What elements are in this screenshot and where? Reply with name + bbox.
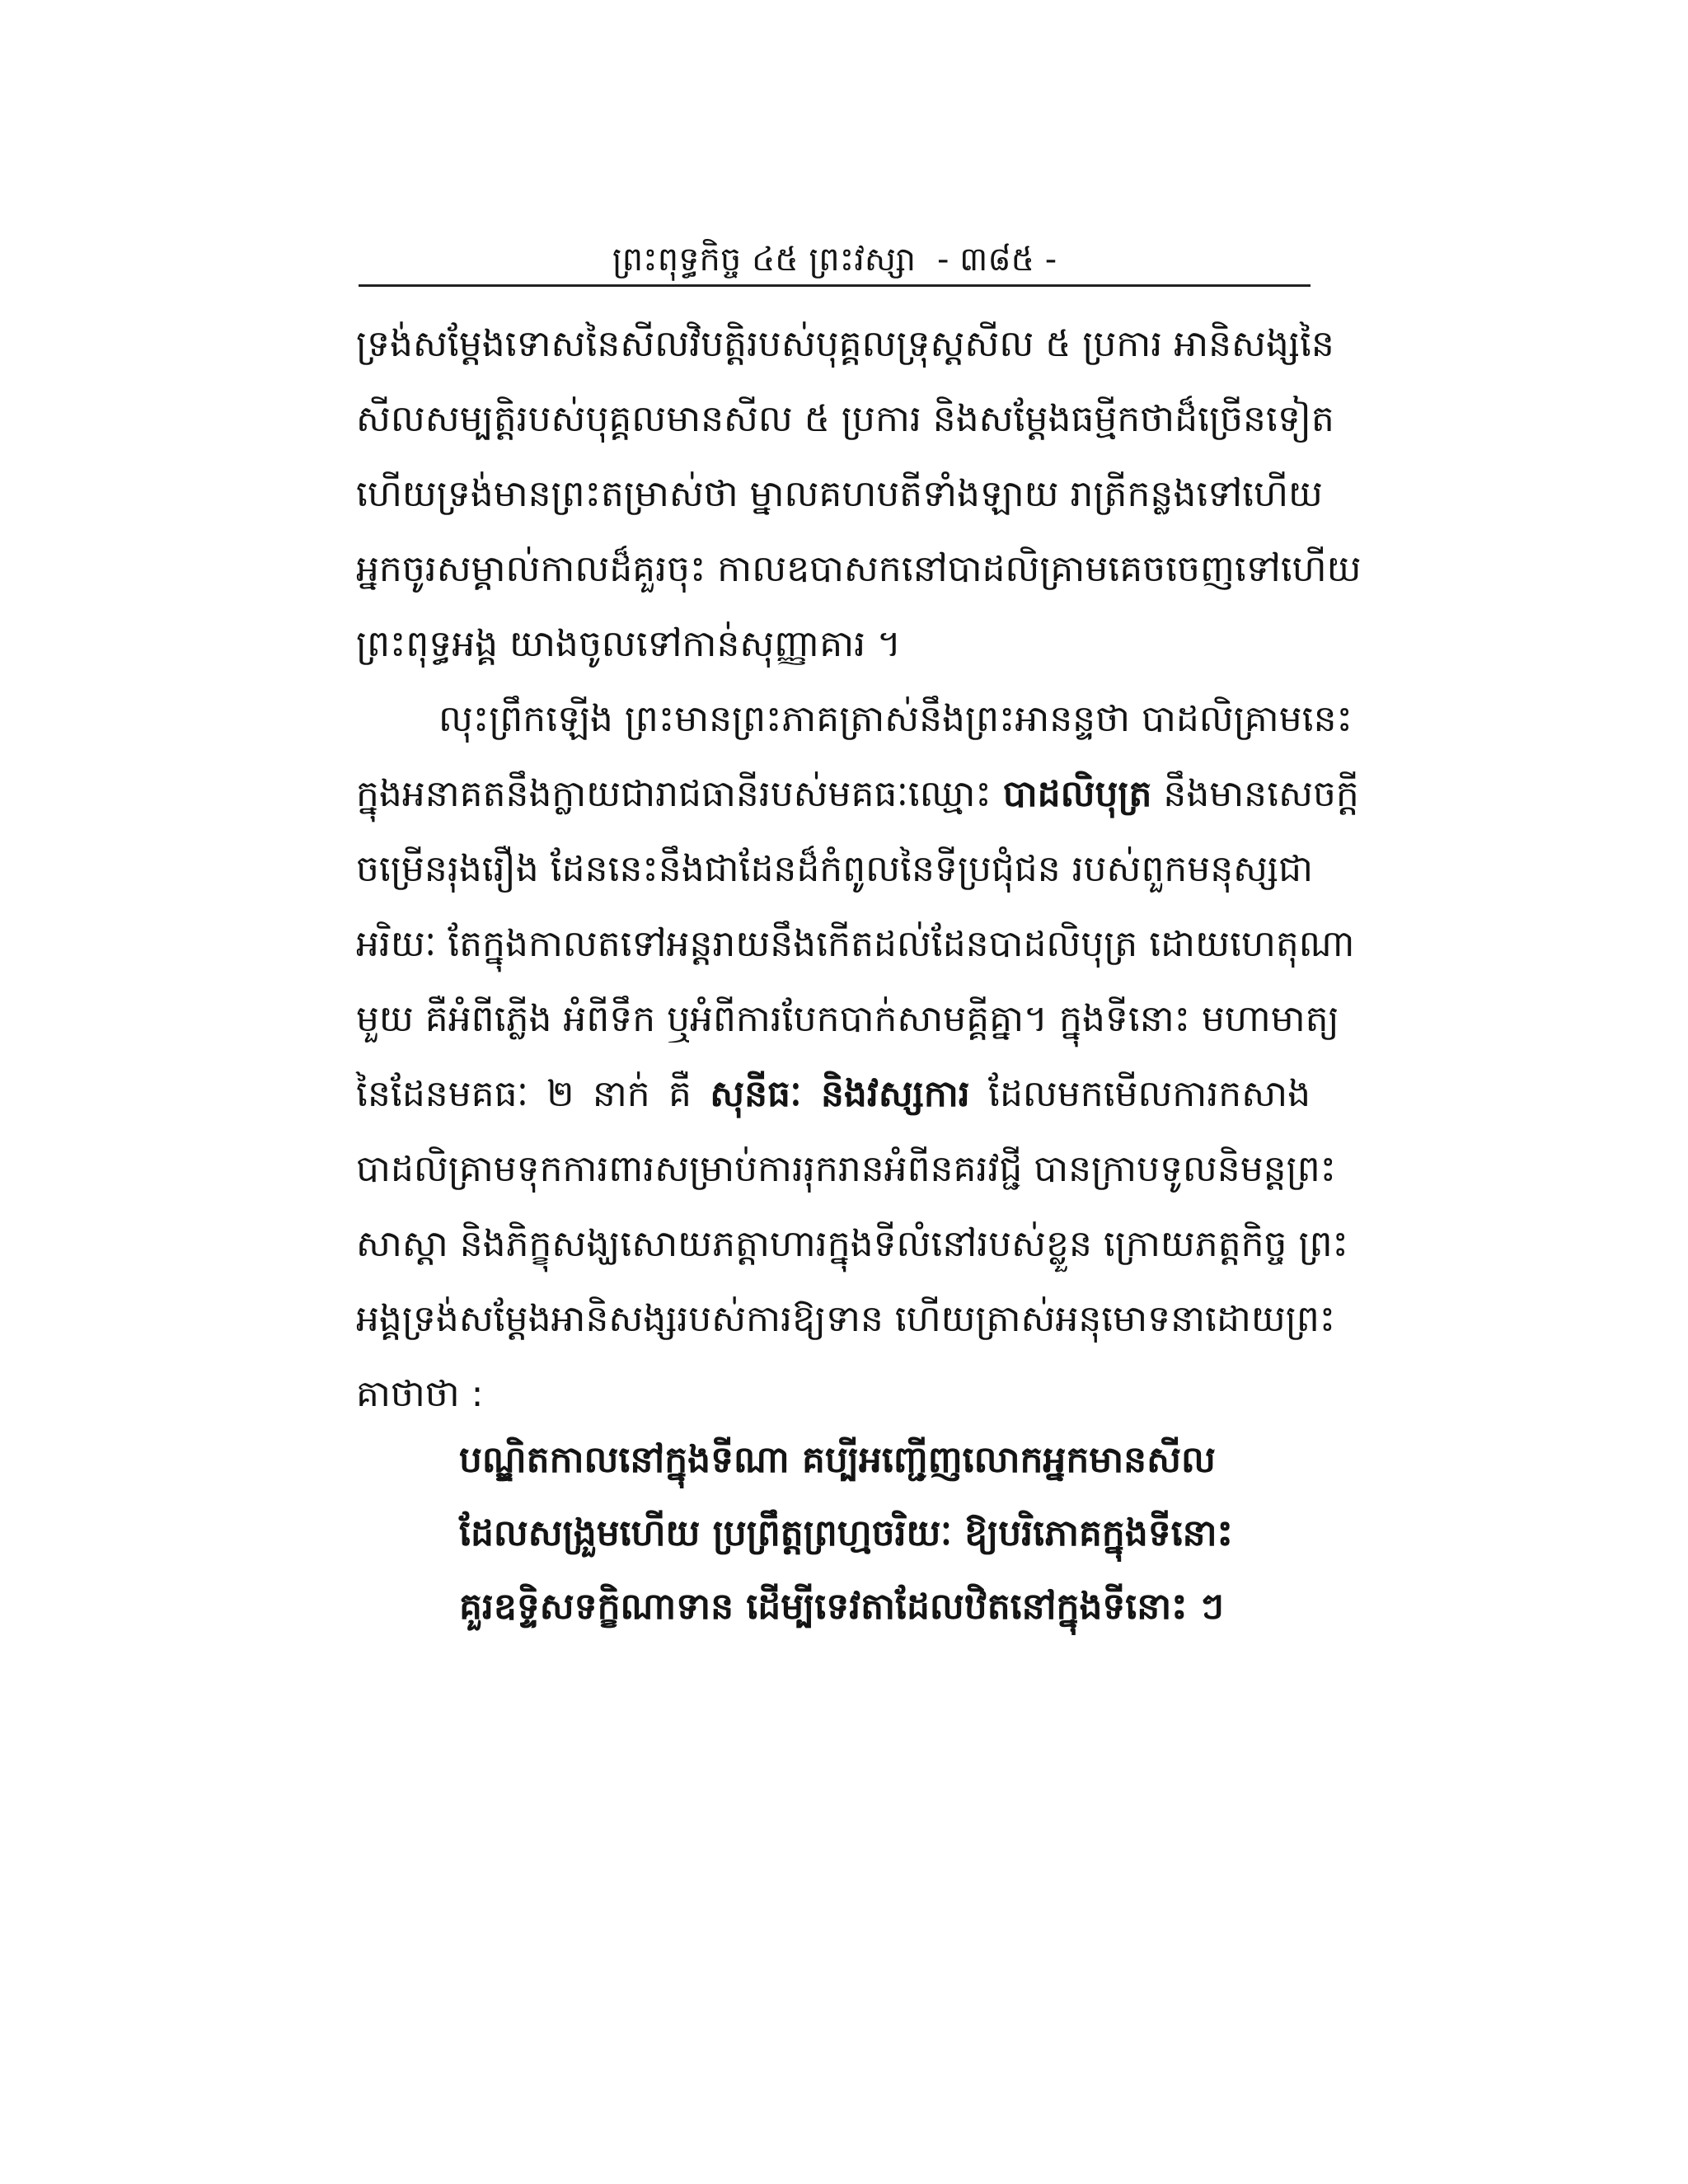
verse-block [356, 1423, 1311, 1643]
verse-line: ដែលសង្រួមហើយ ប្រព្រឹត្តព្រហ្មចរិយៈ ឱ្យបរិភោគក្នុងទីនោះ [459, 1512, 1233, 1554]
verse-line: គួរឧទ្ទិសទក្ខិណាទាន ដើម្បីទេវតាដែលឋិតនៅក្នុងទីនោះ ៗ [459, 1586, 1224, 1628]
header-rule [359, 284, 1311, 287]
paragraph-2 [356, 682, 1359, 1432]
running-header [359, 235, 1311, 284]
text-line: ចម្រើនរុងរឿង ដែននេះនឹងជាដែនដ៏កំពូលនៃទីប្រជុំជន របស់ពួកមនុស្សជា [356, 848, 1314, 890]
text-segment: នៃដែនមគធៈ ២ នាក់ គឺ [356, 1073, 710, 1115]
emphasized-term: សុនីធៈ និងវស្សការ [710, 1073, 970, 1115]
text-line: មួយ គឺអំពីភ្លើង អំពីទឹក ឬអំពីការបែកបាក់សាមគ្គីគ្នា។ ក្នុងទីនោះ មហាមាត្យ [356, 998, 1339, 1040]
text-body [356, 307, 1362, 1643]
verse-line: បណ្ឌិតកាលនៅក្នុងទីណា គប្បីអញ្ជើញលោកអ្នកមានសីល [459, 1439, 1216, 1481]
page-number: - ៣៨៥ - [937, 241, 1057, 279]
text-segment: ក្នុងអនាគតនឹងក្លាយជារាជធានីរបស់មគធៈឈ្មោះ [356, 773, 1003, 815]
text-line: អរិយៈ តែក្នុងកាលតទៅអន្តរាយនឹងកើតដល់ដែនបាដលិបុត្រ ដោយហេតុណា [356, 923, 1355, 965]
text-line [356, 757, 1359, 832]
header-title: ព្រះពុទ្ធកិច្ច ៤៥ ព្រះវស្សា [612, 241, 917, 279]
emphasized-term: បាដលិបុត្រ [1002, 773, 1152, 815]
text-line: ព្រះពុទ្ធអង្គ យាងចូលទៅកាន់សុញ្ញាគារ ។ [356, 623, 902, 665]
text-line: សាស្ដា និងភិក្ខុសង្ឃសោយភត្តាហារក្នុងទីលំនៅរបស់ខ្លួន ក្រោយភត្តកិច្ច ព្រះ [356, 1223, 1348, 1265]
text-segment: ដែលមកមើលការកសាង [969, 1073, 1311, 1115]
text-line: លុះព្រឹកឡើង ព្រះមានព្រះភាគត្រាស់នឹងព្រះអានន្ទថា បាដលិគ្រាមនេះ [438, 698, 1353, 740]
text-line: គាថាថា : [356, 1373, 484, 1415]
text-line: ហើយទ្រង់មានព្រះតម្រាស់ថា ម្នាលគហបតីទាំងឡាយ រាត្រីកន្លងទៅហើយ [356, 473, 1323, 515]
text-line: អ្នកចូរសម្គាល់កាលដ៏គួរចុះ កាលឧបាសកនៅបាដលិគ្រាមគេចចេញទៅហើយ [356, 548, 1362, 590]
text-segment: នឹងមានសេចក្ដី [1151, 773, 1359, 815]
text-line: សីលសម្បត្តិរបស់បុគ្គលមានសីល ៥ ប្រការ និងសម្ដែងធម្មីកថាដ៏ច្រើនទៀត [356, 398, 1334, 440]
text-line: បាដលិគ្រាមទុកការពារសម្រាប់ការរុករានអំពីនគរវជ្ជី បានក្រាបទូលនិមន្តព្រះ [356, 1148, 1336, 1190]
paragraph-1 [356, 307, 1362, 682]
text-line [356, 1057, 1311, 1132]
text-line: ទ្រង់សម្ដែងទោសនៃសីលវិបត្តិរបស់បុគ្គលទ្រុស្តសីល ៥ ប្រការ អានិសង្សនៃ [356, 323, 1334, 365]
text-line: អង្គទ្រង់សម្ដែងអានិសង្សរបស់ការឱ្យទាន ហើយត្រាស់អនុមោទនាដោយព្រះ [356, 1298, 1336, 1340]
